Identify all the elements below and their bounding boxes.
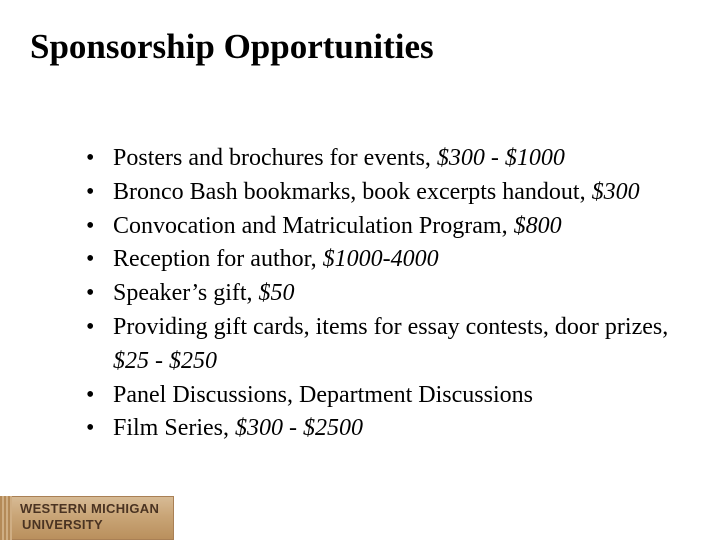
bullet-text: Panel Discussions, Department Discussions (113, 381, 533, 408)
list-item (86, 243, 696, 277)
list-item (86, 277, 696, 311)
list-item (86, 379, 696, 413)
bullet-text: Providing gift cards, items for essay contests, door prizes, (113, 313, 669, 340)
bullet-text: Reception for author, (113, 246, 323, 273)
bullet-icon: • (86, 145, 95, 171)
bullet-price: $800 (513, 212, 562, 239)
bullet-text: Film Series, (113, 415, 236, 442)
bullet-icon: • (86, 280, 95, 307)
bullet-icon: • (86, 381, 95, 408)
bullet-icon: • (86, 212, 95, 239)
slide-title: Sponsorship Opportunities (30, 27, 434, 66)
bullet-icon: • (86, 246, 95, 273)
bullet-icon: • (86, 415, 95, 442)
bullet-price: $25 - $250 (113, 347, 217, 374)
logo-texture (0, 496, 12, 540)
bullet-price: $50 (258, 280, 295, 307)
list-item (86, 412, 696, 446)
bullet-text: Convocation and Matriculation Program, (113, 212, 514, 239)
bullet-icon: • (86, 178, 95, 205)
bullet-price: $1000-4000 (322, 246, 439, 273)
list-item (86, 311, 696, 379)
logo-text-line2: UNIVERSITY (22, 517, 104, 532)
bullet-list (86, 142, 696, 446)
bullet-text: Bronco Bash bookmarks, book excerpts handout, (113, 178, 592, 205)
bullet-price: $300 - $2500 (235, 415, 364, 442)
list-item (86, 176, 696, 210)
bullet-text: Posters and brochures for events, (113, 145, 437, 171)
bullet-price: $300 (591, 178, 640, 205)
list-item (86, 142, 696, 176)
university-logo (0, 496, 174, 540)
logo-text-line1: WESTERN MICHIGAN (20, 501, 160, 516)
bullet-text: Speaker’s gift, (113, 280, 259, 307)
list-item (86, 210, 696, 244)
bullet-icon: • (86, 313, 95, 340)
bullet-price: $300 - $1000 (436, 145, 565, 171)
